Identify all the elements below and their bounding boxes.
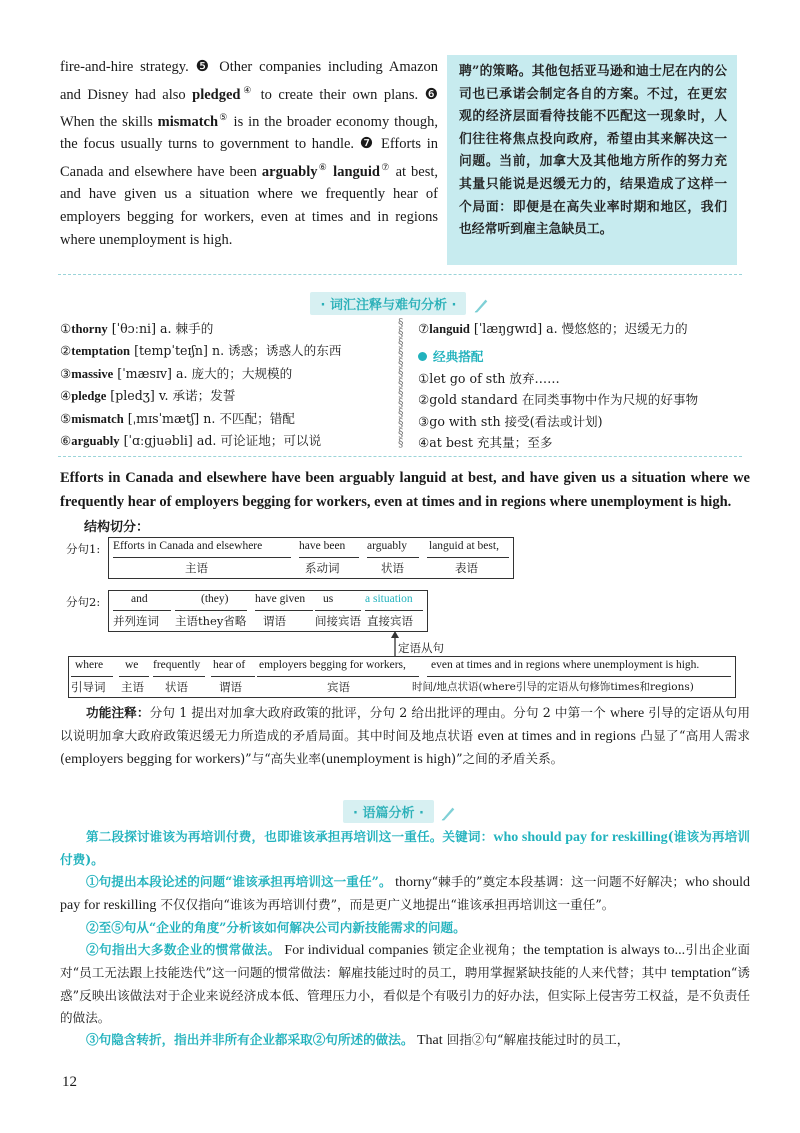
sentence-number-5: ❺ [195, 59, 213, 75]
collocation-title: 经典搭配 [433, 349, 484, 365]
vocab-item: ②temptation [tempˈteɪʃn] n. 诱惑；诱惑人的东西 [60, 343, 342, 359]
segment-text: languid at best, [429, 540, 499, 552]
vocab-word-arguably: arguably [261, 163, 318, 180]
discourse-paragraph: ③句隐含转折，指出并非所有企业都采取②句所述的做法。 That 回指②句“解雇技能过时的员工， [86, 1032, 630, 1048]
vocab-item: ⑥arguably [ˈɑːgjuəbli] ad. 可论证地；可以说 [60, 433, 322, 449]
divider [58, 456, 742, 457]
vocab-list-left [60, 318, 390, 452]
segment-text: hear of [213, 659, 246, 671]
underline [255, 610, 313, 611]
function-note: 功能注释：分句 1 提出对加拿大政府政策的批评，分句 2 给出批评的理由。分句 2 中第一个 where 引导的定语从句用以说明加拿大政府政策迟缓无力所造成的矛盾局面。其中时间及地点状语 even at times and in regions 凸显了“高用人需求(employers begging for workers)”与“高失业率(unemployment is high)”之间的矛盾关系。 [60, 705, 751, 767]
segment-role: 主语 [185, 561, 208, 575]
vocab-word-pledged: pledged [192, 86, 241, 103]
underline [427, 676, 731, 677]
vocab-item: ④pledge [pledʒ] v. 承诺；发誓 [60, 388, 236, 404]
underline [113, 557, 291, 558]
chinese-translation-box [447, 55, 737, 265]
segment-role: 谓语 [219, 680, 242, 694]
attributive-label: 定语从句 [398, 641, 444, 655]
segment-role: 表语 [455, 561, 478, 575]
text: Efforts in Canada and elsewhere have been [60, 136, 438, 180]
discourse-analysis [60, 826, 750, 1052]
vocab-item: ⑦languid [ˈlæŋgwɪd] a. 慢悠悠的；迟缓无力的 [418, 321, 688, 336]
footnote-marker: ⑦ [379, 162, 391, 173]
underline [71, 676, 113, 677]
footnote-marker: ⑤ [218, 112, 229, 123]
segment-role: 谓语 [263, 614, 286, 628]
segment-role: 直接宾语 [367, 614, 413, 628]
segment-text: (they) [201, 593, 229, 605]
underline [365, 610, 423, 611]
footnote-marker: ⑥ [317, 162, 329, 173]
vocab-word-languid: languid [328, 163, 380, 180]
underline [119, 676, 149, 677]
discourse-paragraph: ②至⑤句从“企业的角度”分析该如何解决公司内新技能需求的问题。 [86, 920, 466, 935]
clause2-label: 分句2: [66, 595, 101, 609]
collocation-item: ④at best 充其量；至多 [418, 435, 553, 451]
difficult-sentence: Efforts in Canada and elsewhere have been arguably languid at best, and have given us a situation where we frequently hear of employers begging for workers, even at times and in regions where unemployment is high. [60, 470, 750, 510]
vocab-item: ①thorny [ˈθɔːni] a. 棘手的 [60, 321, 214, 336]
underline [427, 557, 509, 558]
collocation-heading [418, 346, 748, 367]
pen-icon [472, 296, 490, 314]
segment-text-highlight: a situation [365, 593, 413, 605]
section-title: · 语篇分析 · [343, 800, 434, 823]
segment-role: 并列连词 [113, 614, 159, 628]
vocab-word-mismatch: mismatch [157, 113, 219, 130]
underline [211, 676, 255, 677]
segment-text: have been [299, 540, 346, 552]
text: to create their own plans. [254, 86, 425, 103]
segment-role: 引导词 [71, 680, 106, 694]
vocab-item: ③massive [ˈmæsɪv] a. 庞大的；大规模的 [60, 365, 293, 381]
segment-text: and [131, 593, 148, 605]
discourse-paragraph: 第二段探讨谁该为再培训付费，也即谁该承担再培训这一重任。关键词：who should pay for reskilling(谁该为再培训付费)。 [60, 829, 751, 867]
chinese-translation-text: 聘”的策略。其他包括亚马逊和迪士尼在内的公司也已承诺会制定各自的方案。不过，在更宏观的经济层面看待技能不匹配这一现象时，人们往往将焦点投向政府，希望由其来解决这一问题。当前，加拿大及其他地方所作的努力充其量只能说是迟缓无力的，结果造成了这样一个局面：即便是在高失业率时期和地区，我们也经常听到雇主急缺员工。 [459, 64, 727, 238]
segment-text: we [125, 659, 139, 671]
segment-role: 状语 [165, 680, 188, 694]
vocab-section-heading [0, 292, 800, 314]
text: is in the broader economy though, the focus usually turns to government to handle. [60, 113, 438, 153]
segment-text: frequently [153, 659, 201, 671]
footnote-marker: ④ [240, 84, 255, 95]
text: fire-and-hire strategy. [60, 59, 196, 75]
vocab-item: ⑤mismatch [ˌmɪsˈmætʃ] n. 不匹配；错配 [60, 410, 295, 426]
page-number: 12 [62, 1074, 77, 1090]
segment-role: 间接宾语 [315, 614, 361, 628]
underline [315, 610, 361, 611]
underline [257, 676, 419, 677]
text: at best, and have given us a situation where we frequently hear of employers begging for workers, even at times and in regions where unemployment is high. [60, 163, 439, 248]
structure-heading: 结构切分： [84, 520, 150, 535]
clause2-box [108, 590, 428, 632]
clause1-label: 分句1: [66, 542, 101, 556]
underline [299, 557, 359, 558]
spiral-divider: § § § § § § § § § § § § § [398, 316, 404, 449]
segment-role: 状语 [381, 561, 404, 575]
underline [113, 610, 171, 611]
bullet-icon [418, 352, 427, 361]
clause3-box [68, 656, 736, 698]
collocation-item: ②gold standard 在同类事物中作为尺规的好事物 [418, 392, 699, 408]
underline [175, 610, 247, 611]
discourse-paragraph: ①句提出本段论述的问题“谁该承担再培训这一重任”。 thorny“棘手的”奠定本段基调：这一问题不好解决；who should pay for reskilling 不仅仅指向“谁该为再培训付费”，而是更广义地提出“谁该承担再培训这一重任”。 [60, 874, 750, 913]
segment-role: 时间/地点状语(where引导的定语从句修饰times和regions) [412, 681, 694, 693]
text: Other companies including Amazon and Disney had also [60, 59, 439, 103]
segment-text: us [323, 593, 334, 605]
english-paragraph [60, 56, 438, 251]
collocation-item: ①let go of sth 放弃…… [418, 370, 560, 386]
collocation-item: ③go with sth 接受(看法或计划) [418, 413, 603, 429]
segment-role: 系动词 [305, 561, 340, 575]
underline [367, 557, 419, 558]
segment-text: have given [255, 593, 306, 605]
segment-role: 主语 [121, 680, 144, 694]
sentence-number-6: ❻ [424, 86, 439, 103]
segment-role: 主语they省略 [175, 614, 247, 628]
discourse-paragraph: ②句指出大多数企业的惯常做法。 For individual companies 锁定企业视角；the temptation is always to...引出企业面对“员工无法跟上技能迭代”这一问题的惯常做法：解雇技能过时的员工，聘用掌握紧缺技能的人来代替；其中 temptation“诱惑”反映出该做法对于企业来说经济成本低、管理压力小，看似是个有吸引力的好办法，但实际上侵害劳工权益，是不负责任的做法。 [60, 942, 751, 1025]
sentence-number-7: ❼ [359, 136, 376, 153]
section-title: · 词汇注释与难句分析 · [310, 292, 466, 315]
segment-role: 宾语 [327, 680, 350, 694]
segment-text: employers begging for workers, [259, 659, 406, 671]
underline [153, 676, 205, 677]
clause1-box [108, 537, 514, 579]
discourse-section-heading [0, 800, 800, 822]
segment-text: where [75, 659, 104, 671]
function-note-label: 功能注释： [86, 705, 150, 720]
text: When the skills [60, 113, 158, 130]
divider [58, 274, 742, 275]
vocab-list-right [418, 318, 748, 453]
segment-text: Efforts in Canada and elsewhere [113, 540, 263, 552]
segment-text: arguably [367, 540, 408, 552]
pen-icon [439, 804, 457, 822]
segment-text: even at times and in regions where unemployment is high. [431, 659, 700, 671]
